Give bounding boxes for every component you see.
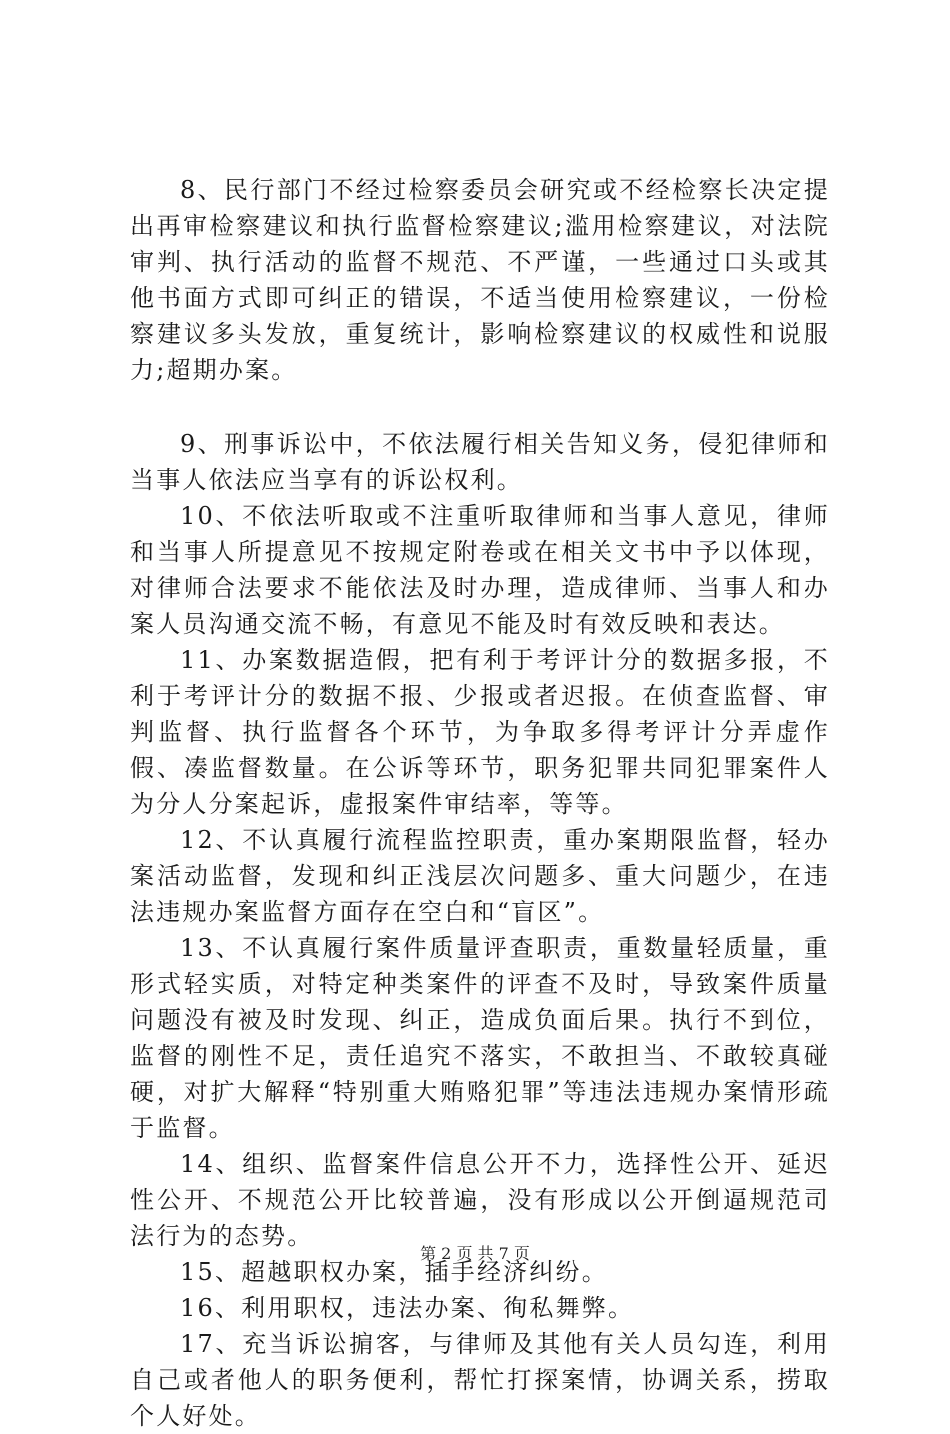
paragraph-item-13: 13、不认真履行案件质量评查职责，重数量轻质量，重形式轻实质，对特定种类案件的评查不及时，导致案件质量问题没有被及时发现、纠正，造成负面后果。执行不到位，监督的刚性不足，责任追究不落实，不敢担当、不敢较真碰硬，对扩大解释“特别重大贿赂犯罪”等违法违规办案情形疏于监督。 [130,934,830,1142]
paragraph-item-14: 14、组织、监督案件信息公开不力，选择性公开、延迟性公开、不规范公开比较普遍，没有形成以公开倒逼规范司法行为的态势。 [130,1150,830,1250]
paragraph-item-8: 8、民行部门不经过检察委员会研究或不经检察长决定提出再审检察建议和执行监督检察建议;滥用检察建议，对法院审判、执行活动的监督不规范、不严谨，一些通过口头或其他书面方式即可纠正的错误，不适当使用检察建议，一份检察建议多头发放，重复统计，影响检察建议的权威性和说服力;超期办案。 [130,176,830,384]
paragraph-item-15: 15、超越职权办案，插手经济纠纷。 [180,1258,608,1286]
paragraph-item-17: 17、充当诉讼掮客，与律师及其他有关人员勾连，利用自己或者他人的职务便利，帮忙打探案情，协调关系，捞取个人好处。 [130,1330,830,1430]
paragraph-item-10: 10、不依法听取或不注重听取律师和当事人意见，律师和当事人所提意见不按规定附卷或在相关文书中予以体现，对律师合法要求不能依法及时办理，造成律师、当事人和办案人员沟通交流不畅，有意见不能及时有效反映和表达。 [130,502,830,638]
paragraph-item-9: 9、刑事诉讼中，不依法履行相关告知义务，侵犯律师和当事人依法应当享有的诉讼权利。 [130,430,830,494]
paragraph-item-16: 16、利用职权，违法办案、徇私舞弊。 [180,1294,635,1322]
page-number-footer: 第 2 页 共 7 页 [420,1244,530,1263]
paragraph-item-12: 12、不认真履行流程监控职责，重办案期限监督，轻办案活动监督，发现和纠正浅层次问题多、重大问题少，在违法违规办案监督方面存在空白和“盲区”。 [130,826,830,926]
paragraph-item-11: 11、办案数据造假，把有利于考评计分的数据多报，不利于考评计分的数据不报、少报或者迟报。在侦查监督、审判监督、执行监督各个环节，为争取多得考评计分弄虚作假、凑监督数量。在公诉等环节，职务犯罪共同犯罪案件人为分人分案起诉，虚报案件审结率，等等。 [130,646,830,818]
